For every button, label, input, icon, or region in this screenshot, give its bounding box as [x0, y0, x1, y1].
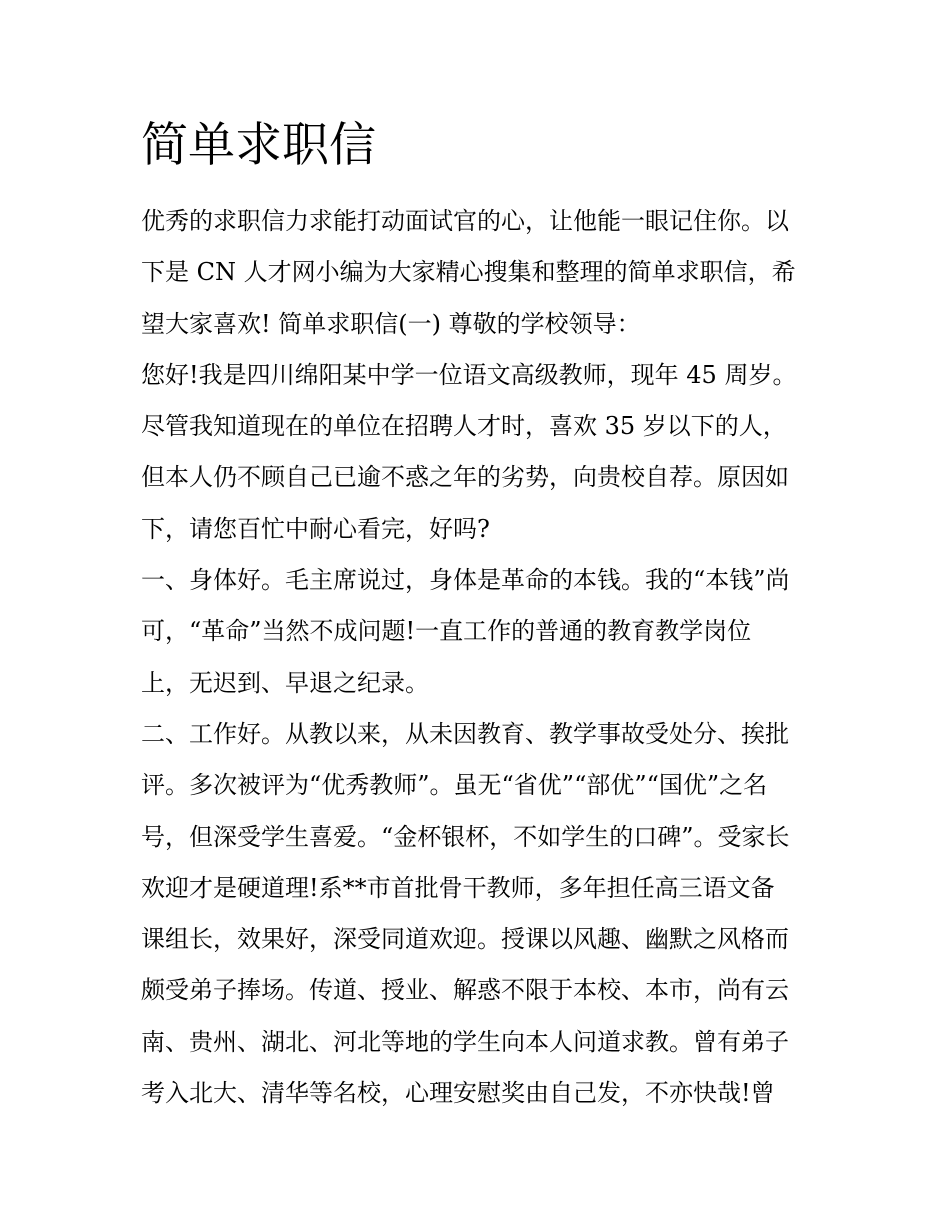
text-line: 您好!我是四川绵阳某中学一位语文高级教师，现年 45 周岁。 [141, 360, 797, 389]
text-line: 南、贵州、湖北、河北等地的学生向本人问道求教。曾有弟子 [141, 1027, 789, 1056]
text-line: 优秀的求职信力求能打动面试官的心，让他能一眼记住你。以 [141, 207, 789, 235]
text-line: 欢迎才是硬道理!系**市首批骨干教师，多年担任高三语文备 [141, 873, 775, 902]
document-body [141, 196, 821, 1119]
text-line: 颇受弟子捧场。传道、授业、解惑不限于本校、本市，尚有云 [141, 976, 789, 1005]
text-line: 下，请您百忙中耐心看完，好吗? [141, 514, 490, 543]
text-line: 一、身体好。毛主席说过，身体是革命的本钱。我的“本钱”尚 [141, 566, 790, 595]
text-line: 课组长，效果好，深受同道欢迎。授课以风趣、幽默之风格而 [141, 925, 789, 954]
text-line: 尽管我知道现在的单位在招聘人才时，喜欢 35 岁以下的人， [141, 412, 787, 441]
text-line: 上，无迟到、早退之纪录。 [141, 668, 429, 697]
text-line: 望大家喜欢! 简单求职信(一) 尊敬的学校领导： [141, 309, 641, 338]
text-line: 评。多次被评为“优秀教师”。虽无“省优”“部优”“国优”之名 [141, 771, 768, 800]
text-line: 考入北大、清华等名校，心理安慰奖由自己发，不亦快哉!曾 [141, 1079, 775, 1108]
text-line: 二、工作好。从教以来，从未因教育、教学事故受处分、挨批 [141, 719, 789, 748]
text-line: 号，但深受学生喜爱。“金杯银杯，不如学生的口碑”。受家长 [141, 822, 790, 851]
text-line: 可，“革命”当然不成问题!一直工作的普通的教育教学岗位 [141, 617, 752, 646]
text-line: 下是 CN 人才网小编为大家精心搜集和整理的简单求职信，希 [141, 258, 796, 287]
text-line: 但本人仍不顾自己已逾不惑之年的劣势，向贵校自荐。原因如 [141, 463, 789, 492]
document-title: 简单求职信 [141, 118, 376, 173]
